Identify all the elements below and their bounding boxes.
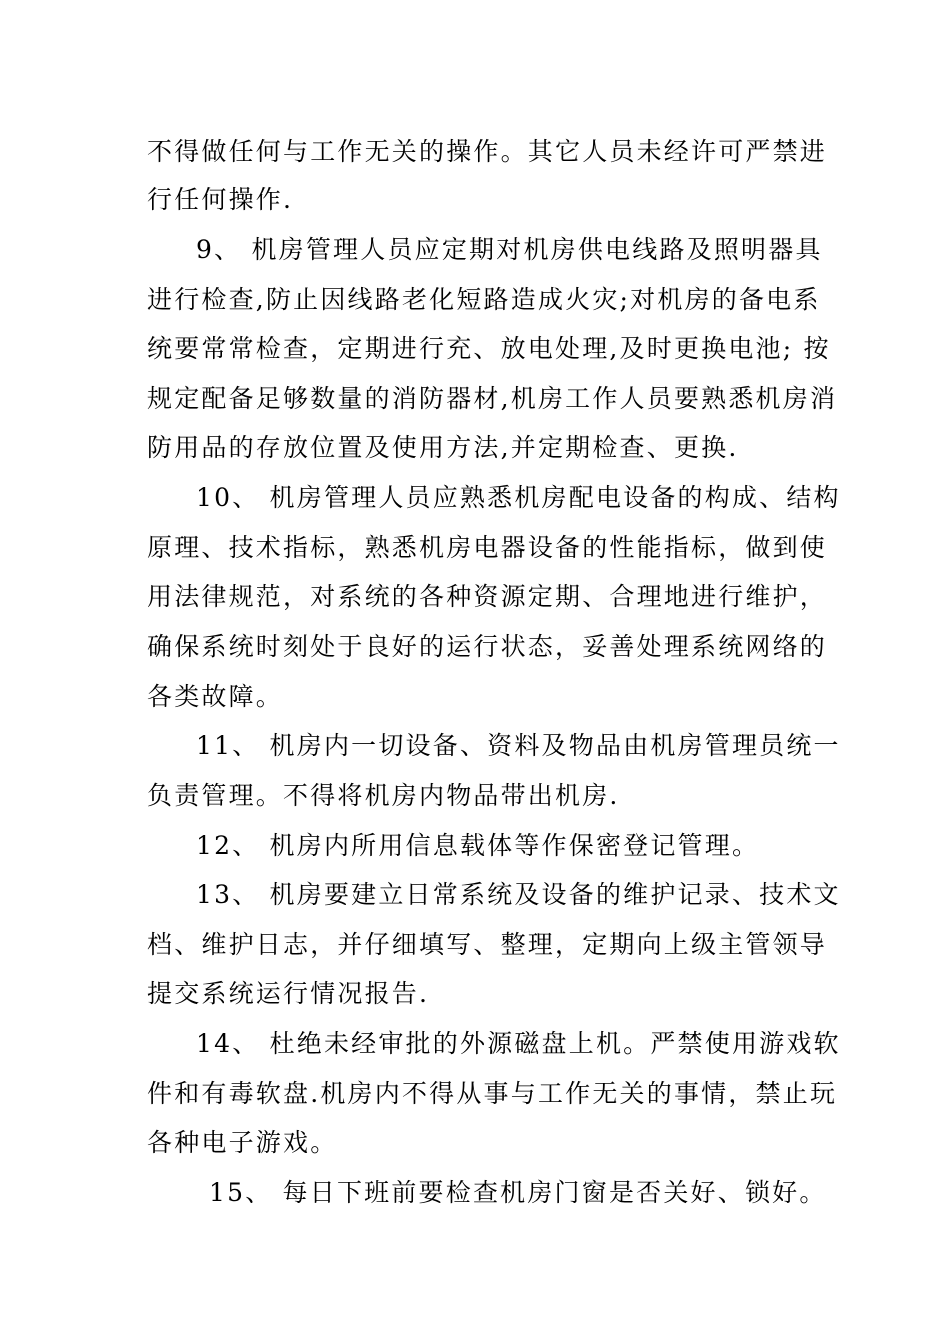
text-line: 不得做任何与工作无关的操作。其它人员未经许可严禁进 (147, 137, 828, 166)
text-line: 负责管理。不得将机房内物品带出机房. (147, 781, 620, 810)
item-15-heading: 15、 每日下班前要检查机房门窗是否关好、锁好。 (209, 1178, 827, 1207)
text-line: 档、维护日志，并仔细填写、整理，定期向上级主管领导 (147, 930, 828, 959)
item-10-heading: 10、 机房管理人员应熟悉机房配电设备的构成、结构 (196, 483, 841, 512)
item-9-heading: 9、 机房管理人员应定期对机房供电线路及照明器具 (196, 235, 823, 264)
text-line: 原理、技术指标，熟悉机房电器设备的性能指标，做到使 (147, 533, 828, 562)
text-line: 提交系统运行情况报告. (147, 979, 430, 1008)
text-line: 规定配备足够数量的消防器材,机房工作人员要熟悉机房消 (147, 384, 838, 413)
item-13-heading: 13、 机房要建立日常系统及设备的维护记录、技术文 (196, 880, 841, 909)
text-line: 确保系统时刻处于良好的运行状态，妥善处理系统网络的 (147, 632, 828, 661)
text-line: 各类故障。 (147, 682, 284, 711)
text-line: 件和有毒软盘.机房内不得从事与工作无关的事情，禁止玩 (147, 1079, 838, 1108)
text-line: 防用品的存放位置及使用方法,并定期检查、更换. (147, 433, 739, 462)
item-11-heading: 11、 机房内一切设备、资料及物品由机房管理员统一 (196, 731, 841, 760)
text-line: 进行检查,防止因线路老化短路造成火灾;对机房的备电系 (147, 285, 821, 314)
item-12-heading: 12、 机房内所用信息载体等作保密登记管理。 (196, 831, 760, 860)
text-line: 用法律规范，对系统的各种资源定期、合理地进行维护， (147, 582, 828, 611)
text-line: 行任何操作. (147, 185, 294, 214)
text-line: 统要常常检查，定期进行充、放电处理,及时更换电池; 按 (147, 334, 831, 363)
item-14-heading: 14、 杜绝未经审批的外源磁盘上机。严禁使用游戏软 (196, 1029, 841, 1058)
text-line: 各种电子游戏。 (147, 1128, 338, 1157)
